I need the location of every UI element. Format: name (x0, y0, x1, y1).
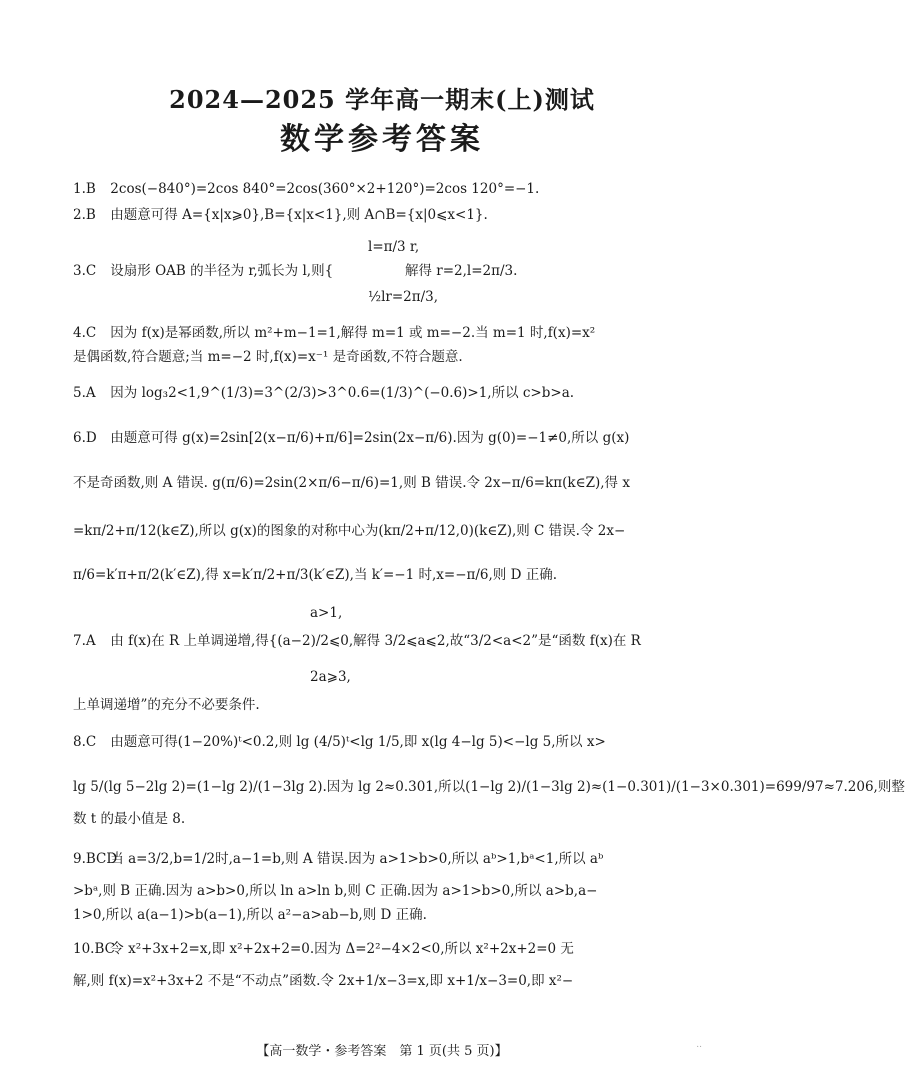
page-subtitle: 数学参考答案 (280, 122, 484, 157)
page-mark: .. (696, 1040, 702, 1050)
answer-line: 是偶函数,符合题意;当 m=−2 时,f(x)=x⁻¹ 是奇函数,不符合题意. (73, 349, 463, 365)
answer-line: 数 t 的最小值是 8. (73, 811, 186, 827)
answer-line: =kπ/2+π/12(k∈Z),所以 g(x)的图象的对称中心为(kπ/2+π/12,0)(k∈Z),则 C 错误.令 2x− (73, 523, 626, 539)
page-title: 2024—2025 学年高一期末(上)测试 (169, 85, 595, 114)
answer-line: a>1, (310, 605, 343, 621)
answer-line: 1.B 2cos(−840°)=2cos 840°=2cos(360°×2+120°)=2cos 120°=−1. (73, 181, 540, 197)
answer-line: 上单调递增”的充分不必要条件. (73, 697, 260, 713)
answer-line: 4.C 因为 f(x)是幂函数,所以 m²+m−1=1,解得 m=1 或 m=−2.当 m=1 时,f(x)=x² (73, 325, 596, 341)
answer-line: π/6=k′π+π/2(k′∈Z),得 x=k′π/2+π/3(k′∈Z),当 k′=−1 时,x=−π/6,则 D 正确. (73, 567, 558, 583)
answer-line: 2a⩾3, (310, 669, 351, 685)
answer-line: 10.BC 令 x²+3x+2=x,即 x²+2x+2=0.因为 Δ=2²−4×2<0,所以 x²+2x+2=0 无 (73, 941, 574, 957)
answer-line: 5.A 因为 log₃2<1,9^(1/3)=3^(2/3)>3^0.6=(1/3)^(−0.6)>1,所以 c>b>a. (73, 385, 575, 401)
answer-line: 1>0,所以 a(a−1)>b(a−1),所以 a²−a>ab−b,则 D 正确. (73, 907, 427, 923)
answer-line: l=π/3 r, (368, 239, 420, 255)
page-footer: 【高一数学・参考答案 第 1 页(共 5 页)】 (256, 1044, 508, 1059)
answer-line: 8.C 由题意可得(1−20%)ᵗ<0.2,则 lg (4/5)ᵗ<lg 1/5,即 x(lg 4−lg 5)<−lg 5,所以 x> (73, 734, 606, 750)
answer-line: ½lr=2π/3, (368, 289, 439, 305)
answer-line: 3.C 设扇形 OAB 的半径为 r,弧长为 l,则{ 解得 r=2,l=2π/3. (73, 263, 518, 279)
answer-line: 6.D 由题意可得 g(x)=2sin[2(x−π/6)+π/6]=2sin(2x−π/6).因为 g(0)=−1≠0,所以 g(x) (73, 430, 630, 446)
answer-line: 解,则 f(x)=x²+3x+2 不是“不动点”函数.令 2x+1/x−3=x,即 x+1/x−3=0,即 x²− (73, 973, 574, 989)
answer-line: 2.B 由题意可得 A={x|x⩾0},B={x|x<1},则 A∩B={x|0⩽x<1}. (73, 207, 488, 223)
answer-line: lg 5/(lg 5−2lg 2)=(1−lg 2)/(1−3lg 2).因为 lg 2≈0.301,所以(1−lg 2)/(1−3lg 2)≈(1−0.301)/(1−3×0.301)=699/97≈7.206,则整 (73, 779, 905, 795)
answer-line: >bᵃ,则 B 正确.因为 a>b>0,所以 ln a>ln b,则 C 正确.因为 a>1>b>0,所以 a>b,a− (73, 883, 598, 899)
answer-line: 9.BCD 当 a=3/2,b=1/2时,a−1=b,则 A 错误.因为 a>1>b>0,所以 aᵇ>1,bᵃ<1,所以 aᵇ (73, 851, 604, 867)
answer-line: 7.A 由 f(x)在 R 上单调递增,得{(a−2)/2⩽0,解得 3/2⩽a⩽2,故“3/2<a<2”是“函数 f(x)在 R (73, 633, 641, 649)
answer-line: 不是奇函数,则 A 错误. g(π/6)=2sin(2×π/6−π/6)=1,则 B 错误.令 2x−π/6=kπ(k∈Z),得 x (73, 475, 630, 491)
